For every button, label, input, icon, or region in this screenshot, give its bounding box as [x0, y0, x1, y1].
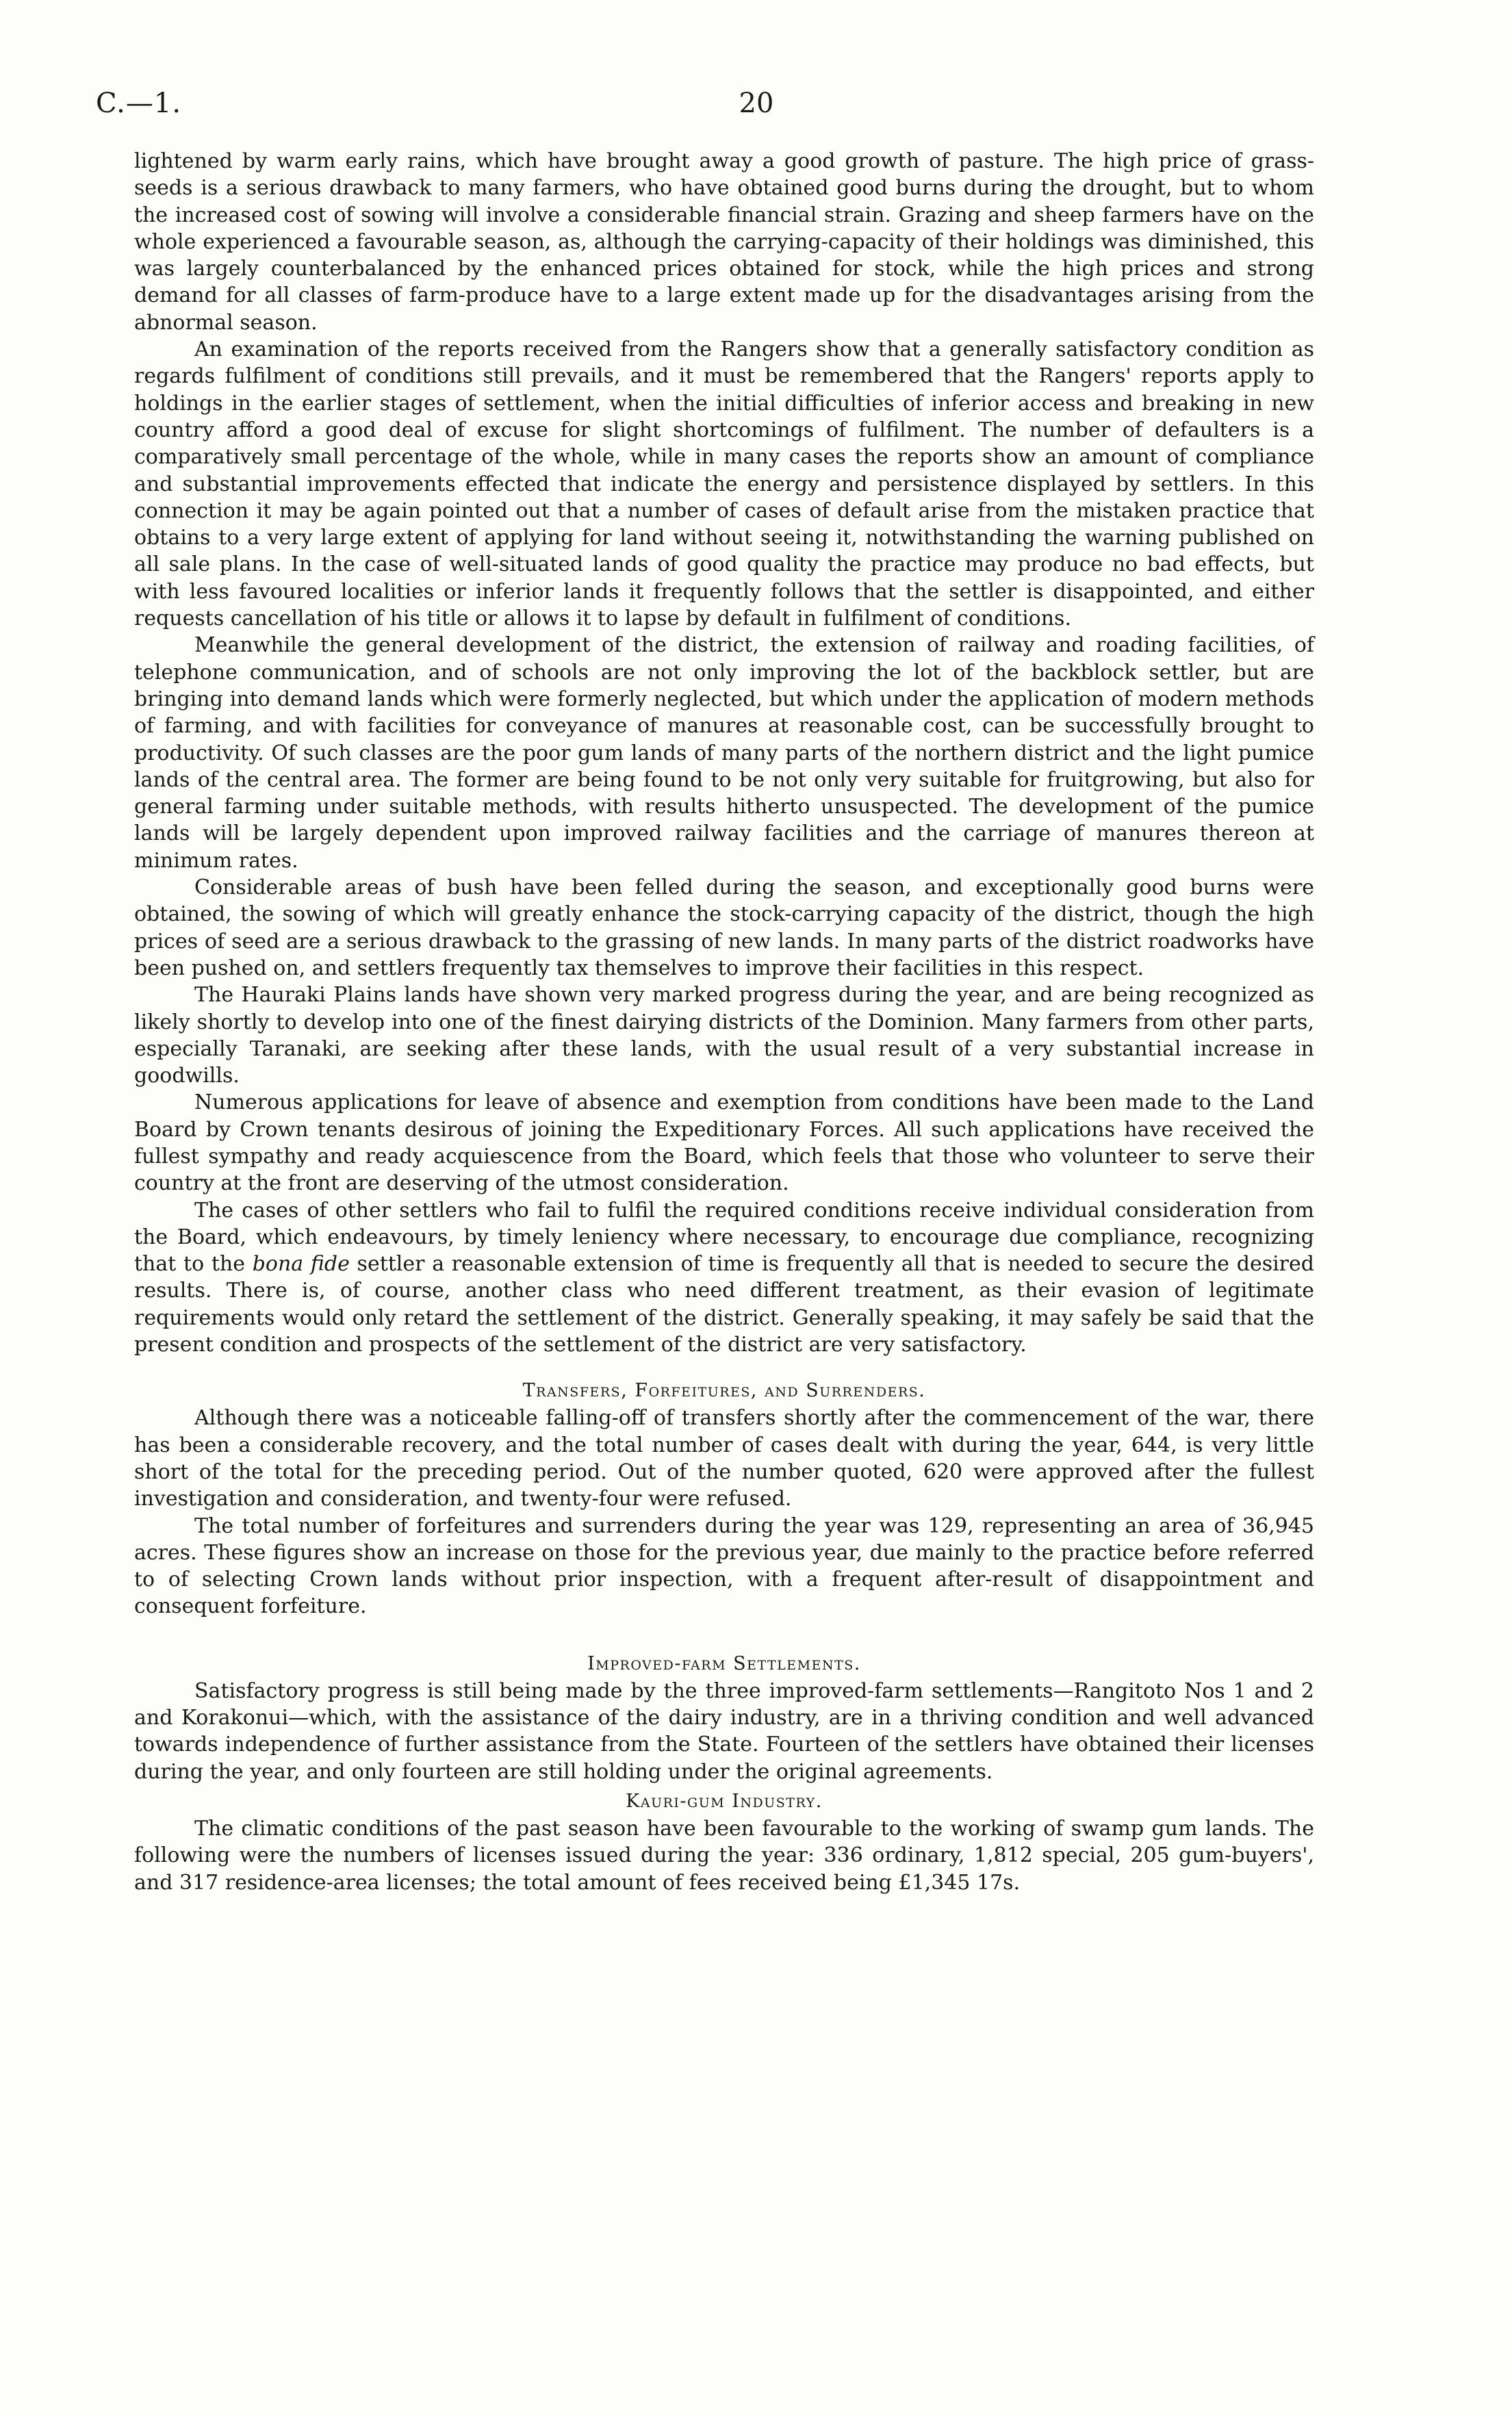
heading-kauri-gum: Kauri-gum Industry.: [626, 1790, 823, 1812]
heading-improved-farm: Improved-farm Settlements.: [587, 1652, 861, 1674]
paragraph-other-settlers-part-b: settler a reasonable extension of time is frequently all that is needed to secure the desired results. There is, of course, another class who need different treatment, as their evasion of legitimate requirements would only retard the settlement of the district. Generally speaking, it may safely be said that the present condition and prospects of the settlement of the district are very satisfactory.: [134, 1252, 1314, 1357]
document-reference: C.—1.: [96, 88, 182, 119]
body-text: [134, 148, 1314, 1896]
paragraph-improved-farm: Satisfactory progress is still being made by the three improved-farm settlements—Rangitoto Nos 1 and 2 and Korakonui—which, with the assistance of the dairy industry, are in a thriving condition and well advanced towards independence of further assistance from the State. Fourteen of the settlers have obtained their licenses during the year, and only fourteen are still holding under the original agreements.: [134, 1678, 1314, 1784]
paragraph-transfers: Although there was a noticeable falling-off of transfers shortly after the commencement of the war, there has been a considerable recovery, and the total number of cases dealt with during the year, 644, is very little short of the total for the preceding period. Out of the number quoted, 620 were approved after the fullest investigation and consideration, and twenty-four were refused.: [134, 1406, 1314, 1511]
heading-transfers: Transfers, Forfeitures, and Surrenders.: [522, 1380, 926, 1402]
paragraph-rangers-reports: An examination of the reports received from the Rangers show that a generally satisfactory condition as regards fulfilment of conditions still prevails, and it must be remembered that the Rangers' reports apply to holdings in the earlier stages of settlement, when the initial difficulties of inferior access and breaking in new country afford a good deal of excuse for slight shortcomings of fulfilment. The number of defaulters is a comparatively small percentage of the whole, while in many cases the reports show an amount of compliance and substantial improvements effected that indicate the energy and persistence displayed by settlers. In this connection it may be again pointed out that a number of cases of default arise from the mistaken practice that obtains to a very large extent of applying for land without seeing it, notwithstanding the warning published on all sale plans. In the case of well-situated lands of good quality the practice may produce no bad effects, but with less favoured localities or inferior lands it frequently follows that the settler is disappointed, and either requests cancellation of his title or allows it to lapse by default in fulfilment of conditions.: [134, 337, 1314, 631]
running-head: [96, 88, 1417, 129]
paragraph-district-development: Meanwhile the general development of the district, the extension of railway and roading facilities, of telephone communication, and of schools are not only improving the lot of the backblock settler, but are bringing into demand lands which were formerly neglected, but which under the application of modern methods of farming, and with facilities for conveyance of manures at reasonable cost, can be successfully brought to productivity. Of such classes are the poor gum lands of many parts of the northern district and the light pumice lands of the central area. The former are being found to be not only very suitable for fruitgrowing, but also for general farming under suitable methods, with results hitherto unsuspected. The development of the pumice lands will be largely dependent upon improved railway facilities and the carriage of manures thereon at minimum rates.: [134, 633, 1314, 873]
paragraph-bush-felling: Considerable areas of bush have been felled during the season, and exceptionally good burns were obtained, the sowing of which will greatly enhance the stock-carrying capacity of the district, though the high prices of seed are a serious drawback to the grassing of new lands. In many parts of the district roadworks have been pushed on, and settlers frequently tax themselves to improve their facilities in this respect.: [134, 875, 1314, 980]
paragraph-forfeitures: The total number of forfeitures and surrenders during the year was 129, representing an area of 36,945 acres. These figures show an increase on those for the previous year, due mainly to the practice before referred to of selecting Crown lands without prior inspection, with a frequent after-result of disappointment and consequent forfeiture.: [134, 1513, 1314, 1619]
page-number: 20: [739, 88, 774, 119]
bona-fide-italic: bona fide: [252, 1252, 350, 1277]
paragraph-continued: lightened by warm early rains, which have brought away a good growth of pasture. The high price of grass-seeds is a serious drawback to many farmers, who have obtained good burns during the drought, but to whom the increased cost of sowing will involve a considerable financial strain. Grazing and sheep farmers have on the whole experienced a favourable season, as, although the carrying-capacity of their holdings was diminished, this was largely counterbalanced by the enhanced prices obtained for stock, while the high prices and strong demand for all classes of farm-produce have to a large extent made up for the disadvantages arising from the abnormal season.: [134, 149, 1314, 335]
paragraph-expeditionary-forces: Numerous applications for leave of absence and exemption from conditions have been made to the Land Board by Crown tenants desirous of joining the Expeditionary Forces. All such applications have received the fullest sympathy and ready acquiescence from the Board, which feels that those who volunteer to serve their country at the front are deserving of the utmost consideration.: [134, 1090, 1314, 1196]
paragraph-kauri-gum: The climatic conditions of the past season have been favourable to the working of swamp gum lands. The following were the numbers of licenses issued during the year: 336 ordinary, 1,812 special, 205 gum-buyers', and 317 residence-area licenses; the total amount of fees received being £1,345 17s.: [134, 1816, 1314, 1895]
paragraph-other-settlers-part-a: The cases of other settlers who fail to fulfil the required conditions receive individual consideration from the Board, which endeavours, by timely leniency where necessary, to encourage due compliance, recognizing that to the: [134, 1198, 1314, 1277]
paragraph-other-settlers: [134, 1197, 1314, 1359]
paragraph-hauraki-plains: The Hauraki Plains lands have shown very marked progress during the year, and are being recognized as likely shortly to develop into one of the finest dairying districts of the Dominion. Many farmers from other parts, especially Taranaki, are seeking after these lands, with the usual result of a very substantial increase in goodwills.: [134, 983, 1314, 1088]
